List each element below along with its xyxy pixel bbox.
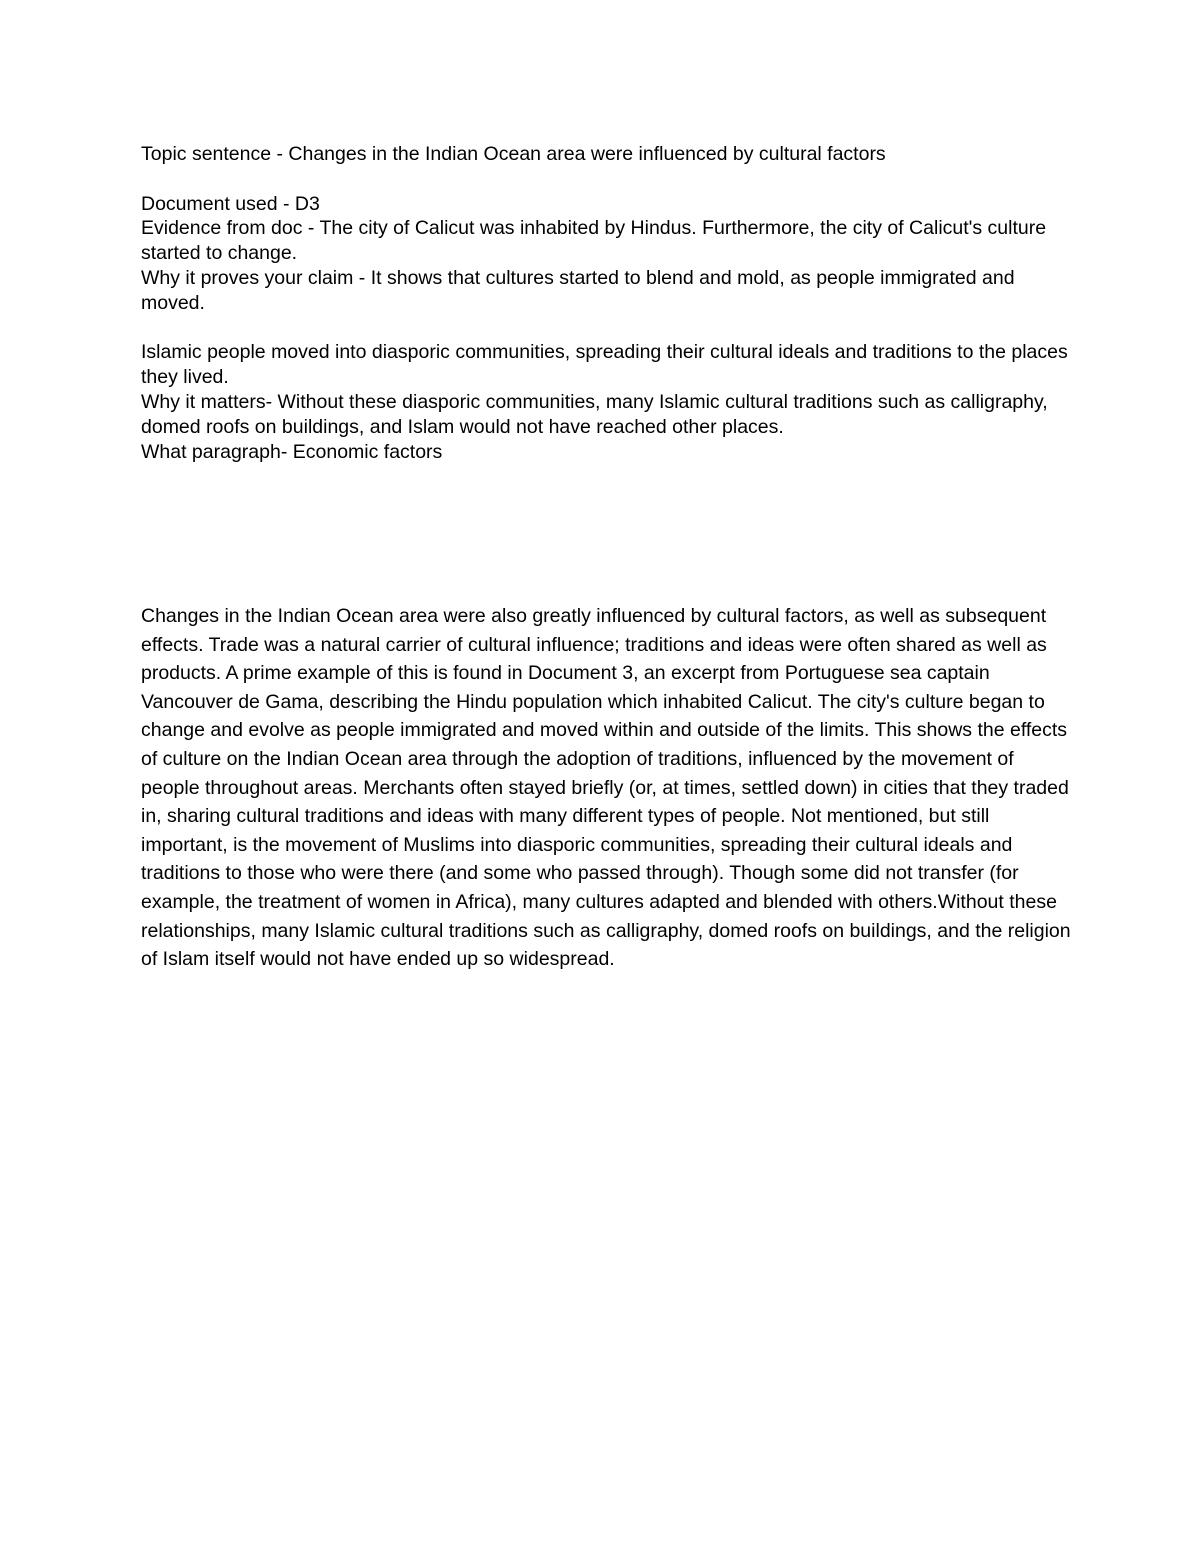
- spacer: [141, 167, 1071, 192]
- evidence-from-doc: Evidence from doc - The city of Calicut was inhabited by Hindus. Furthermore, the city of Calicut's culture started to change.: [141, 217, 1047, 265]
- islamic-people-note: Islamic people moved into diasporic communities, spreading their cultural ideals and traditions to the places they lived.: [141, 341, 1068, 389]
- essay-paragraph: Changes in the Indian Ocean area were also greatly influenced by cultural factors, as well as subsequent effects. Trade was a natural carrier of cultural influence; traditions and ideas were often shared as well as products. A prime example of this is found in Document 3, an excerpt from Portuguese sea captain Vancouver de Gama, describing the Hindu population which inhabited Calicut. The city's culture began to change and evolve as people immigrated and moved within and outside of the limits. This shows the effects of culture on the Indian Ocean area through the adoption of traditions, influenced by the movement of people throughout areas. Merchants often stayed briefly (or, at times, settled down) in cities that they traded in, sharing cultural traditions and ideas with many different types of people. Not mentioned, but still important, is the movement of Muslims into diasporic communities, spreading their cultural ideals and traditions to those who were there (and some who passed through). Though some did not transfer (for example, the treatment of women in Africa), many cultures adapted and blended with others.Without these relationships, many Islamic cultural traditions such as calligraphy, domed roofs on buildings, and the religion of Islam itself would not have ended up so widespread.: [141, 605, 1071, 971]
- what-paragraph: What paragraph- Economic factors: [141, 440, 443, 463]
- document-used: Document used - D3: [141, 192, 320, 215]
- essay-body: [141, 602, 1076, 974]
- topic-sentence: Topic sentence - Changes in the Indian Ocean area were influenced by cultural factors: [141, 143, 886, 165]
- why-it-matters: Why it matters- Without these diasporic communities, many Islamic cultural traditions such as calligraphy, domed roofs on buildings, and Islam would not have reached other places.: [141, 390, 1048, 438]
- why-it-proves-claim: Why it proves your claim - It shows that cultures started to blend and mold, as people immigrated and moved.: [141, 266, 1015, 314]
- spacer: [141, 316, 1071, 341]
- outline-notes: [141, 142, 1071, 464]
